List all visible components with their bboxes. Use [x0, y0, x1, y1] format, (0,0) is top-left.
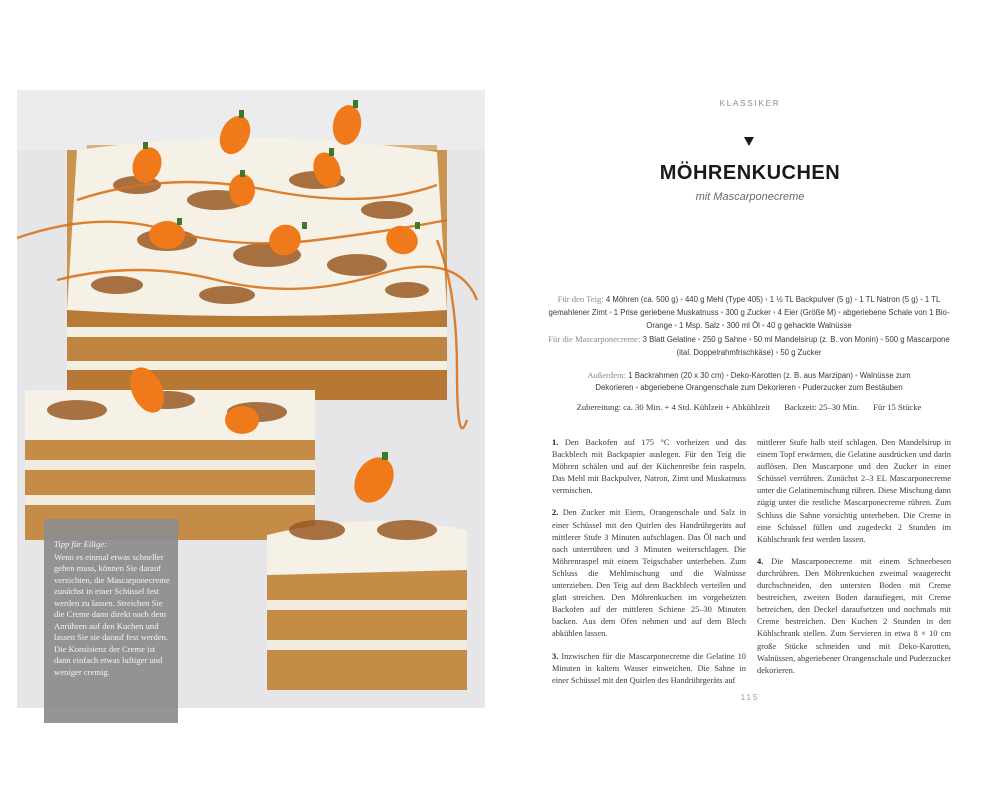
section-label: KLASSIKER [719, 99, 781, 108]
separator-dot: • [880, 334, 884, 344]
ingredient-item: 50 ml Mandelsirup (z. B. von Monin) [753, 334, 879, 344]
ingredient-item: 3 Blatt Gelatine [642, 334, 696, 344]
separator-dot: • [797, 383, 801, 393]
separator-dot: • [697, 334, 701, 344]
separator-dot: • [772, 307, 776, 317]
extra-ingredients [548, 369, 950, 396]
separator-dot: • [680, 295, 683, 304]
ingredient-item: 1 Prise geriebene Muskatnuss [613, 307, 719, 317]
step-text: Inzwischen für die Mascarponecreme die Gelatine 10 Minuten in kaltem Wasser einweichen. Die Sahne in einer Schüssel mit den Quirlen des Handrührgeräts auf [552, 651, 746, 685]
ingredient-item: Walnüsse zum Dekorieren [595, 370, 911, 393]
ingredient-item: 250 g Sahne [702, 334, 747, 344]
step-2 [552, 507, 746, 640]
separator-dot: • [761, 320, 765, 330]
page-number: 115 [740, 693, 760, 702]
ingredient-item: Puderzucker zum Bestäuben [802, 383, 903, 393]
ingredient-item: 4 Eier (Größe M) [777, 307, 837, 317]
step-text: Die Mascarponecreme mit einem Schneebesen durchrühren. Den Möhrenkuchen zweimal waagerecht durchschneiden, den untersten Boden mit Creme bestreichen, zweiten Boden daraufiegen, mit Creme betreichen, den Deckel daraufsetzen und nochmals mit Creme bestreichen. Den Kuchen 2 Stunden in den Kühlschrank stellen. Zum Servieren in etwa 8 × 10 cm große Stücke schneiden und mit Deko-Karotten, Walnüssen, abgeriebener Orangenschale und Puderzucker dekorieren. [757, 556, 952, 675]
step-text: mittlerer Stufe halb steif schlagen. Den Mandelsirup in einem Topf erwärmen, die Gelatine ausdrücken und darin auflösen. Den Mascarpone und den Zucker in einer Schüssel verrühren. Zunächst 2–3 EL Mascarponecreme unter die Gelatinemischung rühren. Diese Mischung dann zügig unter die restliche Mascarponecreme rühren. Zum Schluss die Sahne vorsichtig unterheben. Die Creme in eine Schüssel füllen und zugedeckt 2 Stunden im Kühlschrank fest werden lassen. [757, 438, 951, 544]
ingredient-item: 1 ½ TL Backpulver (5 g) [769, 295, 853, 304]
step-text: Den Zucker mit Eiern, Orangenschale und Salz in einer Schüssel mit den Quirlen des Handrührgeräts auf mittlerer Stufe 3 Minuten aufschlagen. Das Öl nach und nach unterrühren und 3 Minuten weiterschlagen. Die Möhrenraspel mit einem Teigschaber unterheben. Zum Schluss die Mehlmischung und die Walnüsse unterziehen. Den Teig auf dem Backblech verteilen und glatt streichen. Den Möhrenkuchen im vorgeheizten Backofen auf der mittleren Schiene 25–30 Minuten backen. Aus dem Ofen nehmen und auf dem Blech abkühlen lassen. [552, 508, 747, 639]
separator-dot: • [854, 295, 858, 304]
ingredient-item: Deko-Karotten (z. B. aus Marzipan) [730, 370, 853, 380]
dough-ingredients [548, 293, 950, 333]
instructions-column-right [757, 437, 951, 687]
cream-items [643, 335, 950, 357]
baking-time: Backzeit: 25–30 Min. [784, 402, 859, 412]
yield: Für 15 Stücke [873, 402, 922, 412]
ingredient-item: 1 TL Natron (5 g) [859, 295, 919, 304]
step-3 [552, 651, 746, 687]
ingredient-item: 440 g Mehl (Type 405) [684, 295, 763, 304]
separator-dot: • [920, 295, 923, 304]
step-3-continued [757, 437, 951, 546]
ingredients-block [548, 293, 950, 395]
ingredient-item: abgeriebene Orangenschale zum Dekorieren [640, 383, 796, 393]
step-number: 3. [552, 651, 559, 661]
separator-dot: • [674, 320, 678, 330]
step-number: 2. [552, 508, 559, 518]
instructions-column-left [552, 437, 746, 697]
step-number: 1. [552, 438, 559, 447]
separator-dot: • [726, 370, 729, 380]
ingredient-item: 300 g Zucker [725, 307, 771, 317]
tip-text: Wenn es einmal etwas schneller gehen muss, können Sie darauf verzichten, die Mascarponecreme zunächst in einer Schüssel fest werden zu lassen. Streichen Sie die Creme dann direkt nach dem Anrühren auf den Kuchen und lassen Sie sie darauf fest werden. Die Konsistenz der Creme ist dann einfach etwas luftiger und weniger cremig. [54, 551, 170, 677]
separator-dot: • [748, 334, 752, 344]
step-1 [552, 437, 746, 497]
recipe-title: MÖHRENKUCHEN [659, 162, 841, 184]
step-4 [757, 556, 951, 677]
step-text: Den Backofen auf 175 °C vorheizen und das Backblech mit Backpapier auslegen. Für den Teig die Möhren schälen und auf der Küchenreibe fein raspeln. Das Mehl mit Backpulver, Natron, Zimt und Muskatnuss vermischen. [552, 438, 746, 496]
extra-items [595, 371, 910, 393]
separator-dot: • [635, 383, 639, 393]
cream-label: Für die Mascarponecreme: [548, 333, 641, 344]
dough-label: Für den Teig: [557, 294, 604, 304]
step-number: 4. [757, 556, 764, 566]
separator-dot: • [838, 307, 841, 317]
tip-title: Tipp für Eilige: [54, 539, 107, 549]
ingredient-item: 1 Msp. Salz [679, 320, 720, 330]
ingredient-item: 4 Möhren (ca. 500 g) [605, 295, 679, 304]
recipe-subtitle: mit Mascarponecreme [695, 191, 805, 203]
triangle-down-icon [744, 137, 754, 146]
separator-dot: • [721, 320, 725, 330]
ingredient-item: 1 Backrahmen (20 x 30 cm) [628, 370, 725, 380]
ingredient-item: 1 TL gemahlener Zimt [548, 295, 941, 317]
ingredient-item: 300 ml Öl [726, 320, 760, 330]
separator-dot: • [854, 370, 858, 380]
ingredient-item: abgeriebene Schale von 1 Bio-Orange [646, 307, 950, 330]
ingredient-item: 40 g gehackte Walnüsse [766, 320, 852, 330]
tip-box [44, 519, 178, 723]
separator-dot: • [720, 307, 724, 317]
prep-info [548, 402, 950, 412]
preparation-time: Zubereitung: ca. 30 Min. + 4 Std. Kühlzeit + Abkühlzeit [576, 402, 771, 412]
separator-dot: • [775, 347, 779, 357]
dough-items [549, 295, 950, 330]
separator-dot: • [764, 295, 768, 304]
cream-ingredients [548, 333, 950, 360]
separator-dot: • [609, 307, 612, 317]
ingredient-item: 50 g Zucker [780, 347, 822, 357]
ingredient-item: 500 g Mascarpone (ital. Doppelrahmfrischkäse) [676, 334, 950, 357]
extra-label: Außerdem: [587, 369, 627, 380]
